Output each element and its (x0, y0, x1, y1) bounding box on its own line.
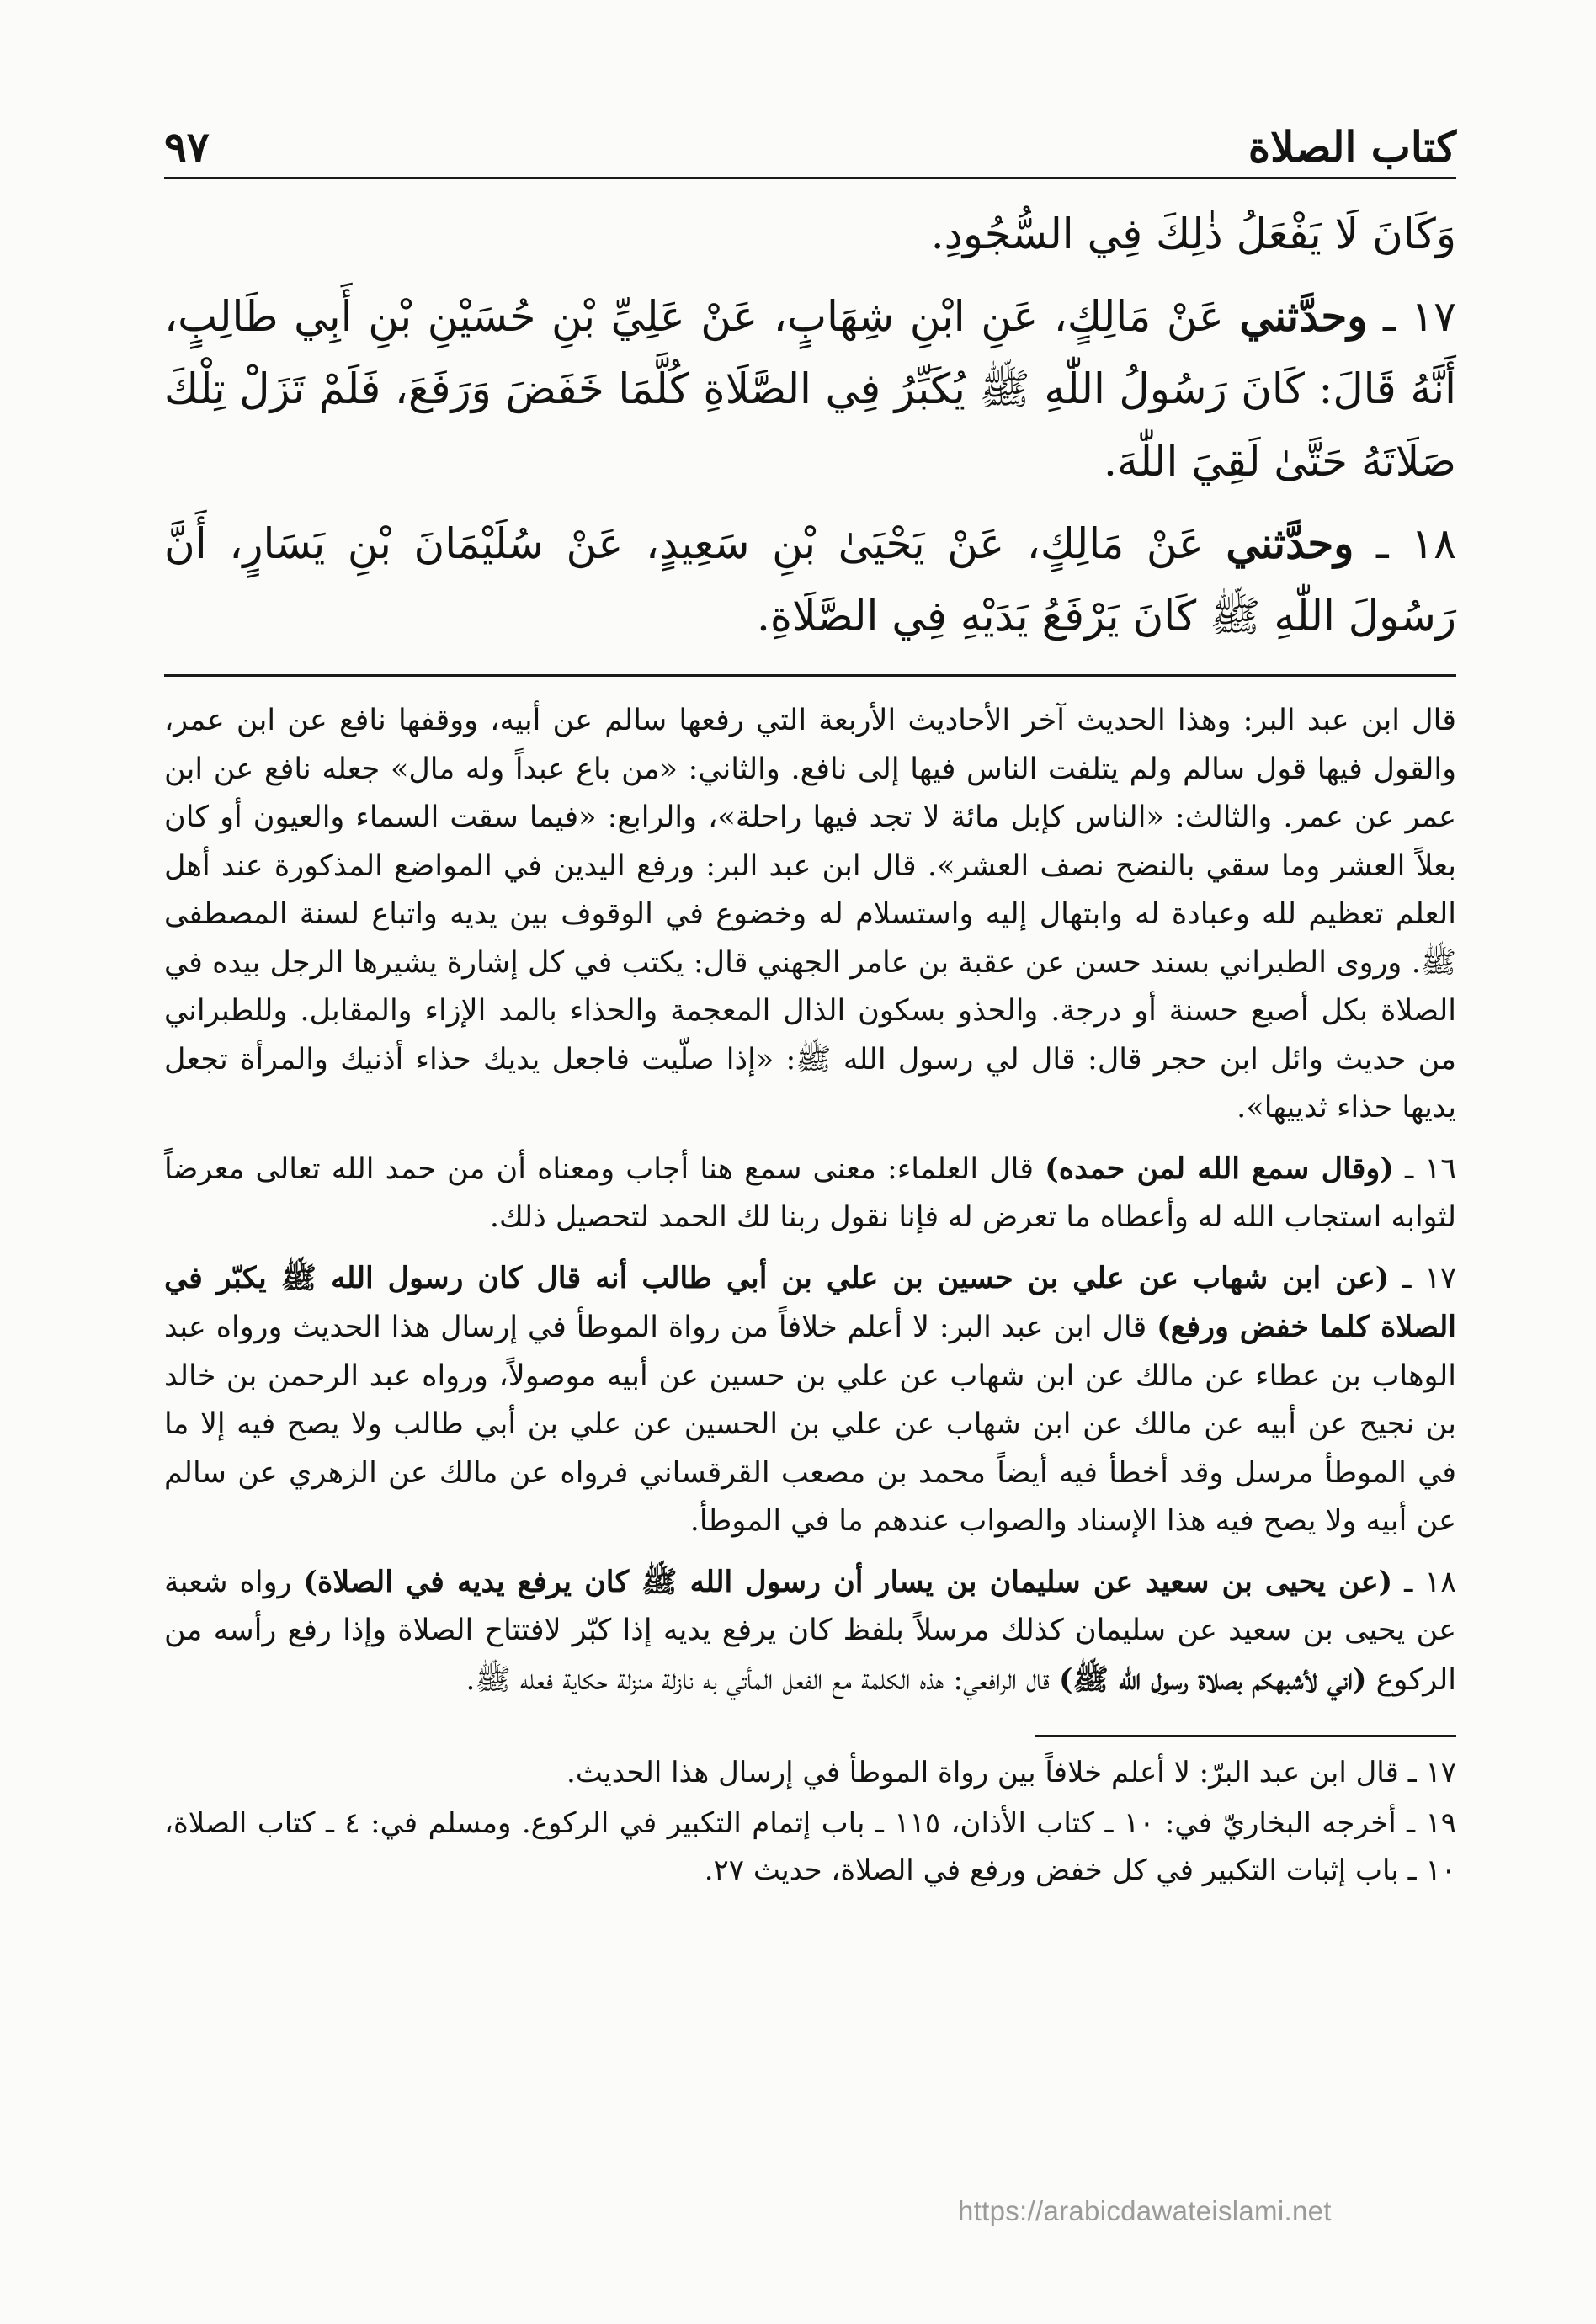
page-number: ٩٧ (164, 122, 210, 172)
hadith-number: ١٧ ـ (1367, 292, 1456, 341)
footnote-17: ١٧ ـ قال ابن عبد البرّ: لا أعلم خلافاً بين رواة الموطأ في إرسال هذا الحديث. (567, 1756, 1456, 1790)
hadith-lead: وحدَّثني (1239, 291, 1368, 341)
hadith-17 (164, 280, 1456, 497)
hadith-number: ١٨ ـ (1354, 519, 1457, 568)
watermark-url: https://arabicdawateislami.net (958, 2195, 1332, 2226)
commentary-body: رواه شعبة عن يحيى بن سعيد عن سليمان كذلك مرسلاً بلفظ كان يرفع يديه إذا كبّر لافتتاح الصلاة وإذا رفع رأسه من الركوع (164, 1565, 1456, 1697)
commentary (164, 697, 1456, 1704)
commentary-17 (164, 1254, 1456, 1546)
commentary-body: قال العلماء: معنى سمع هنا أجاب ومعناه أن من حمد الله تعالى معرضاً لثوابه استجاب الله له وأعطاه ما تعرض له فإنا نقول ربنا لك الحمد لتحصيل ذلك. (164, 1151, 1456, 1234)
commentary-body-2: قال الرافعي: هذه الكلمة مع الفعل المأتي به نازلة منزلة حكاية فعله ﷺ. (466, 1662, 1060, 1697)
commentary-quote: (وقال سمع الله لمن حمده) (1045, 1151, 1394, 1186)
commentary-quote: (عن ابن شهاب عن علي بن حسين بن علي بن أبي طالب أنه قال كان رسول الله ﷺ يكبّر في الصلاة كلما خفض ورفع) (164, 1260, 1457, 1344)
page-header (164, 93, 1456, 179)
book-page (164, 93, 1456, 1897)
commentary-18 (164, 1558, 1456, 1705)
hadith-lead: وحدَّثني (1226, 519, 1354, 568)
commentary-quote: (عن يحيى بن سعيد عن سليمان بن يسار أن رسول الله ﷺ كان يرفع يديه في الصلاة) (303, 1564, 1393, 1599)
hadith-body: عَنْ مَالِكٍ، عَنْ يَحْيَىٰ بْنِ سَعِيدٍ، عَنْ سُلَيْمَانَ بْنِ يَسَارٍ، أَنَّ رَسُولَ اللّٰهِ ﷺ كَانَ يَرْفَعُ يَدَيْهِ فِي الصَّلَاةِ. (164, 519, 1456, 641)
book-title: كتاب الصلاة (1248, 122, 1456, 172)
footnote-19: ١٩ ـ أخرجه البخاريّ في: ١٠ ـ كتاب الأذان، ١١٥ ـ باب إتمام التكبير في الركوع. ومسلم في: ٤ ـ كتاب الصلاة، ١٠ ـ باب إثبات التكبير في كل خفض ورفع في الصلاة، حديث ٢٧. (164, 1806, 1457, 1887)
hadith-text (164, 198, 1456, 652)
commentary-body: قال ابن عبد البر: لا أعلم خلافاً من رواة الموطأ في إرسال هذا الحديث ورواه عبد الوهاب بن عطاء عن مالك عن ابن شهاب عن علي بن حسين عن أبيه موصولاً، ورواه عبد الرحمن بن خالد بن نجيح عن أبيه عن مالك عن ابن شهاب عن علي بن الحسين عن علي بن أبي طالب ولا يصح فيه إلا ما في الموطأ مرسل وقد أخطأ فيه أيضاً محمد بن مصعب القرقساني فرواه عن مالك عن الزهري عن سالم عن أبيه ولا يصح فيه هذا الإسناد والصواب عندهم ما في الموطأ. (164, 1311, 1456, 1538)
commentary-16 (164, 1145, 1456, 1242)
hadith-18 (164, 508, 1456, 652)
hadith-body: عَنْ مَالِكٍ، عَنِ ابْنِ شِهَابٍ، عَنْ عَلِيِّ بْنِ حُسَيْنِ بْنِ أَبِي طَالِبٍ، أَنَّهُ قَالَ: كَانَ رَسُولُ اللّٰهِ ﷺ يُكَبِّرُ فِي الصَّلَاةِ كُلَّمَا خَفَضَ وَرَفَعَ، فَلَمْ تَزَلْ تِلْكَ صَلَاتَهُ حَتَّىٰ لَقِيَ اللّٰهَ. (164, 292, 1456, 486)
commentary-number: ١٨ ـ (1392, 1565, 1456, 1599)
commentary-number: ١٧ ـ (1389, 1261, 1456, 1295)
footnote-divider (1035, 1735, 1456, 1737)
commentary-quote-2: (اني لأشبهكم بصلاة رسول الله ﷺ) (1059, 1662, 1367, 1697)
footnotes (164, 1749, 1456, 1894)
section-divider (164, 674, 1456, 677)
commentary-paragraph: قال ابن عبد البر: وهذا الحديث آخر الأحاديث الأربعة التي رفعها سالم عن أبيه، ووقفها نافع عن ابن عمر، والقول فيها قول سالم ولم يتلفت الناس فيها إلى نافع. والثاني: «من باع عبداً وله مال» جعله نافع عن ابن عمر عن عمر. والثالث: «الناس كإبل مائة لا تجد فيها راحلة»، والرابع: «فيما سقت السماء والعيون أو كان بعلاً العشر وما سقي بالنضح نصف العشر». قال ابن عبد البر: ورفع اليدين في المواضع المذكورة عند أهل العلم تعظيم لله وعبادة له وابتهال إليه واستسلام له وخضوع في الوقوف بين يديه واتباع لسنة المصطفى ﷺ. وروى الطبراني بسند حسن عن عقبة بن عامر الجهني قال: يكتب في كل إشارة يشيرها الرجل بيده في الصلاة بكل أصبع حسنة أو درجة. والحذو بسكون الذال المعجمة والحذاء بالمد الإزاء والمقابل. وللطبراني من حديث وائل ابن حجر قال: قال لي رسول الله ﷺ: «إذا صلّيت فاجعل يديك حذاء أذنيك والمرأة تجعل يديها حذاء ثدييها». (164, 704, 1456, 1125)
commentary-number: ١٦ ـ (1393, 1151, 1456, 1186)
hadith-continuation: وَكَانَ لَا يَفْعَلُ ذٰلِكَ فِي السُّجُودِ. (930, 210, 1456, 258)
